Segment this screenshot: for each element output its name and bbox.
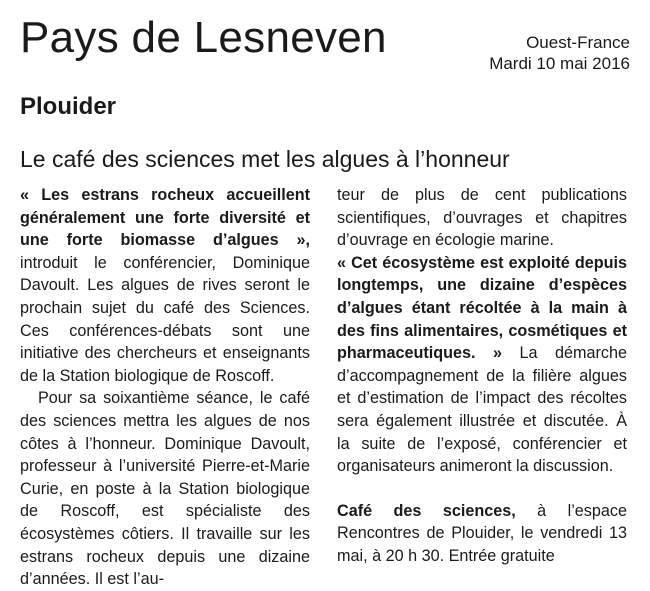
article-column-left <box>20 184 310 591</box>
paragraph-ecosystem <box>337 252 627 478</box>
intro-text: introduit le conférencier, Dominique Davoult. Les algues de rives seront le prochain sujet du café des Sciences. Ces conférences-débats sont une initiative des chercheurs et enseignants de la Station biologique de Roscoff. <box>20 253 310 385</box>
event-details: à l’espace Rencontres de Plouider, le vendredi 13 mai, à 20 h 30. Entrée gratuite <box>337 501 628 565</box>
publication-date: Mardi 10 mai 2016 <box>489 54 630 73</box>
town-name: Plouider <box>20 93 117 120</box>
event-name: Café des sciences, <box>337 501 516 520</box>
paragraph-speaker: Pour sa soixantième séance, le café des sciences mettra les algues de nos côtes à l’honneur. Dominique Davoult, professeur à l’université Pierre-et-Marie Curie, en poste à la Station biologique de Roscoff, est spécialiste des écosystèmes côtiers. Il travaille sur les estrans rocheux depuis une dizaine d’années. Il est l’au- <box>20 389 310 589</box>
publication-name: Ouest-France <box>526 33 630 52</box>
intro-quote: « Les estrans rocheux accueillent généralement une forte diversité et une forte biomasse d’algues », <box>20 186 310 250</box>
publication-info <box>489 32 630 74</box>
article-column-right <box>337 184 627 568</box>
paragraph-publications: teur de plus de cent publications scientifiques, d’ouvrages et chapitres d’ouvrage en écologie marine. <box>337 186 627 250</box>
paragraph-gap <box>337 478 627 500</box>
event-info <box>337 500 627 568</box>
section-title: Pays de Lesneven <box>20 13 387 62</box>
article-headline: Le café des sciences met les algues à l’honneur <box>20 146 510 172</box>
ecosystem-quote: « Cet écosystème est exploité depuis longtemps, une dizaine d’espèces d’algues étant récoltée à la main à des fins alimentaires, cosmétiques et pharmaceutiques. » <box>337 253 627 363</box>
paragraph-intro <box>20 184 310 387</box>
ecosystem-text: La démarche d’accompagnement de la filière algues et d’estimation de l’impact des récoltes sera également illustrée et discutée. À la suite de l’exposé, conférencier et organisateurs animeront la discussion. <box>337 344 627 476</box>
masthead <box>20 12 630 82</box>
